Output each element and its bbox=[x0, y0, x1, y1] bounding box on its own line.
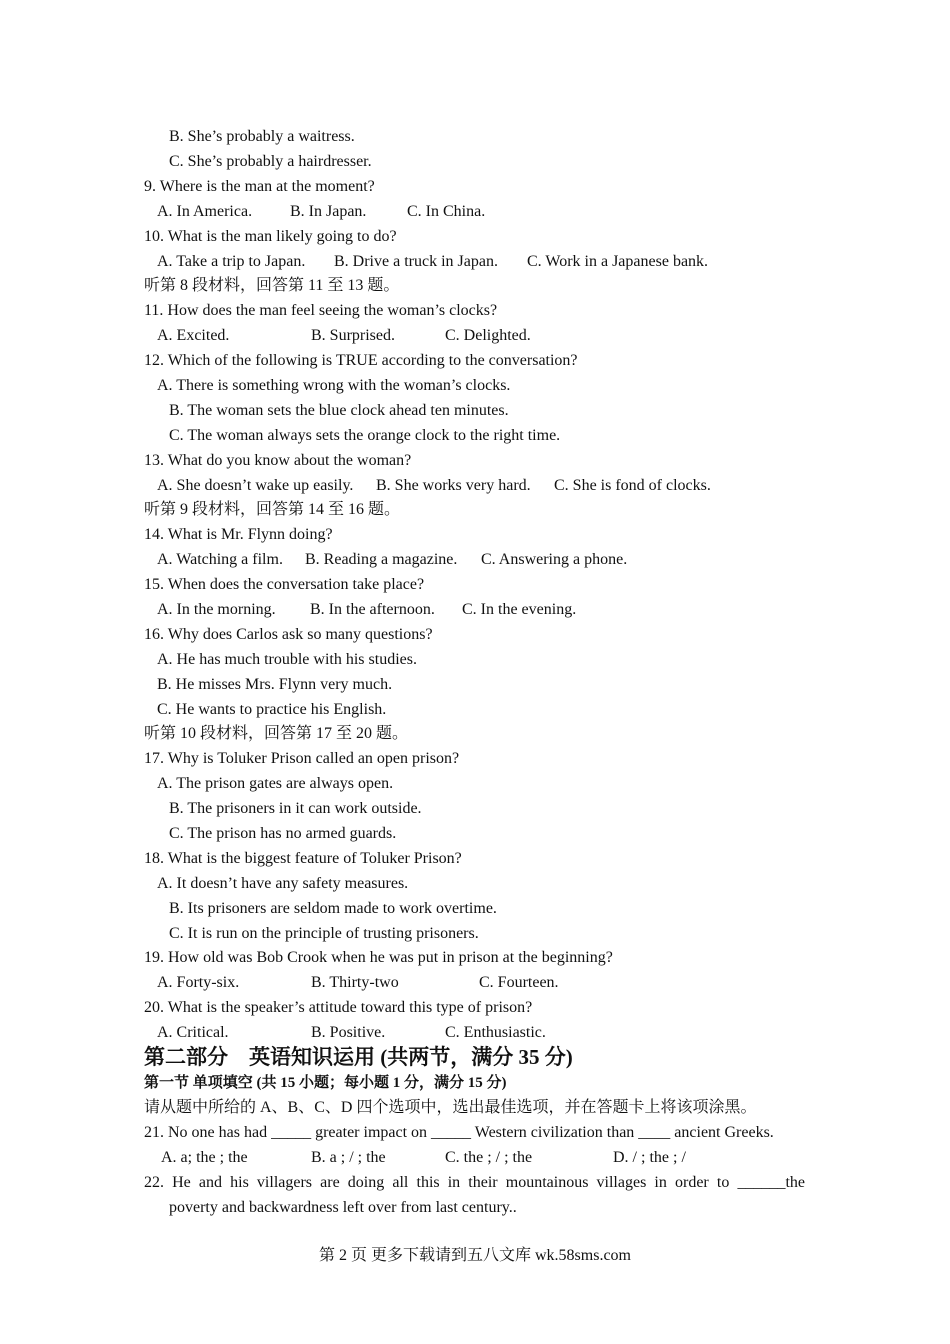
q19-stem: 19. How old was Bob Crook when he was put in prison at the beginning? bbox=[144, 949, 613, 966]
q16-stem: 16. Why does Carlos ask so many questions? bbox=[144, 626, 433, 643]
q10-option-c: C. Work in a Japanese bank. bbox=[527, 253, 709, 270]
q15-option-b: B. In the afternoon. bbox=[310, 601, 435, 618]
q18-option-c: C. It is run on the principle of trusting prisoners. bbox=[169, 925, 479, 942]
q15-option-c: C. In the evening. bbox=[462, 601, 577, 618]
q22-stem-line1: 22. He and his villagers are doing all this in their mountainous villages in order to ______the bbox=[144, 1174, 805, 1191]
q19-option-c: C. Fourteen. bbox=[479, 974, 559, 991]
section1-instruction: 请从题中所给的 A、B、C、D 四个选项中，选出最佳选项，并在答题卡上将该项涂黑。 bbox=[144, 1099, 757, 1116]
q14-stem: 14. What is Mr. Flynn doing? bbox=[144, 526, 333, 543]
q10-option-a: A. Take a trip to Japan. bbox=[157, 253, 306, 270]
q12-option-c: C. The woman always sets the orange clock to the right time. bbox=[169, 427, 561, 444]
q14-option-a: A. Watching a film. bbox=[157, 551, 283, 568]
q21-option-c: C. the ; / ; the bbox=[445, 1149, 533, 1166]
q16-option-b: B. He misses Mrs. Flynn very much. bbox=[157, 676, 393, 693]
q19-option-a: A. Forty-six. bbox=[157, 974, 240, 991]
q8-option-c: C. She’s probably a hairdresser. bbox=[169, 153, 372, 170]
section-10-instruction: 听第 10 段材料，回答第 17 至 20 题。 bbox=[144, 725, 409, 742]
q12-option-b: B. The woman sets the blue clock ahead ten minutes. bbox=[169, 402, 509, 419]
q22-stem-line2: poverty and backwardness left over from last century.. bbox=[169, 1199, 517, 1216]
q18-option-a: A. It doesn’t have any safety measures. bbox=[157, 875, 409, 892]
q16-option-c: C. He wants to practice his English. bbox=[157, 701, 387, 718]
q11-option-b: B. Surprised. bbox=[311, 327, 395, 344]
q21-option-d: D. / ; the ; / bbox=[613, 1149, 686, 1166]
part2-heading: 第二部分 英语知识运用 (共两节，满分 35 分) bbox=[144, 1045, 573, 1069]
q13-option-a: A. She doesn’t wake up easily. bbox=[157, 477, 354, 494]
q15-stem: 15. When does the conversation take place? bbox=[144, 576, 425, 593]
q9-option-c: C. In China. bbox=[407, 203, 486, 220]
q20-option-b: B. Positive. bbox=[311, 1024, 386, 1041]
q9-option-b: B. In Japan. bbox=[290, 203, 367, 220]
q18-option-b: B. Its prisoners are seldom made to work overtime. bbox=[169, 900, 497, 917]
section-8-instruction: 听第 8 段材料，回答第 11 至 13 题。 bbox=[144, 277, 400, 294]
q16-option-a: A. He has much trouble with his studies. bbox=[157, 651, 417, 668]
q17-option-a: A. The prison gates are always open. bbox=[157, 775, 394, 792]
q13-stem: 13. What do you know about the woman? bbox=[144, 452, 412, 469]
q14-option-b: B. Reading a magazine. bbox=[305, 551, 458, 568]
q10-option-b: B. Drive a truck in Japan. bbox=[334, 253, 498, 270]
q9-stem: 9. Where is the man at the moment? bbox=[144, 178, 375, 195]
q18-stem: 18. What is the biggest feature of Toluker Prison? bbox=[144, 850, 462, 867]
q17-option-b: B. The prisoners in it can work outside. bbox=[169, 800, 422, 817]
q12-stem: 12. Which of the following is TRUE according to the conversation? bbox=[144, 352, 578, 369]
q20-option-c: C. Enthusiastic. bbox=[445, 1024, 546, 1041]
q8-option-b: B. She’s probably a waitress. bbox=[169, 128, 355, 145]
q13-option-c: C. She is fond of clocks. bbox=[554, 477, 711, 494]
q13-option-b: B. She works very hard. bbox=[376, 477, 531, 494]
q11-option-a: A. Excited. bbox=[157, 327, 230, 344]
q12-option-a: A. There is something wrong with the woman’s clocks. bbox=[157, 377, 511, 394]
q21-option-b: B. a ; / ; the bbox=[311, 1149, 386, 1166]
q17-stem: 17. Why is Toluker Prison called an open prison? bbox=[144, 750, 460, 767]
q20-stem: 20. What is the speaker’s attitude toward this type of prison? bbox=[144, 999, 533, 1016]
q15-option-a: A. In the morning. bbox=[157, 601, 276, 618]
q11-stem: 11. How does the man feel seeing the woman’s clocks? bbox=[144, 302, 498, 319]
q9-option-a: A. In America. bbox=[157, 203, 253, 220]
page-footer: 第 2 页 更多下载请到五八文库 wk.58sms.com bbox=[318, 1247, 631, 1264]
section-9-instruction: 听第 9 段材料，回答第 14 至 16 题。 bbox=[144, 501, 401, 518]
q20-option-a: A. Critical. bbox=[157, 1024, 229, 1041]
section1-heading: 第一节 单项填空 (共 15 小题；每小题 1 分，满分 15 分) bbox=[144, 1075, 507, 1091]
q17-option-c: C. The prison has no armed guards. bbox=[169, 825, 397, 842]
q19-option-b: B. Thirty-two bbox=[311, 974, 399, 991]
q10-stem: 10. What is the man likely going to do? bbox=[144, 228, 397, 245]
q21-option-a: A. a; the ; the bbox=[161, 1149, 248, 1166]
q14-option-c: C. Answering a phone. bbox=[481, 551, 628, 568]
q11-option-c: C. Delighted. bbox=[445, 327, 531, 344]
q21-stem: 21. No one has had _____ greater impact on _____ Western civilization than ____ ancient Greeks. bbox=[144, 1124, 774, 1141]
